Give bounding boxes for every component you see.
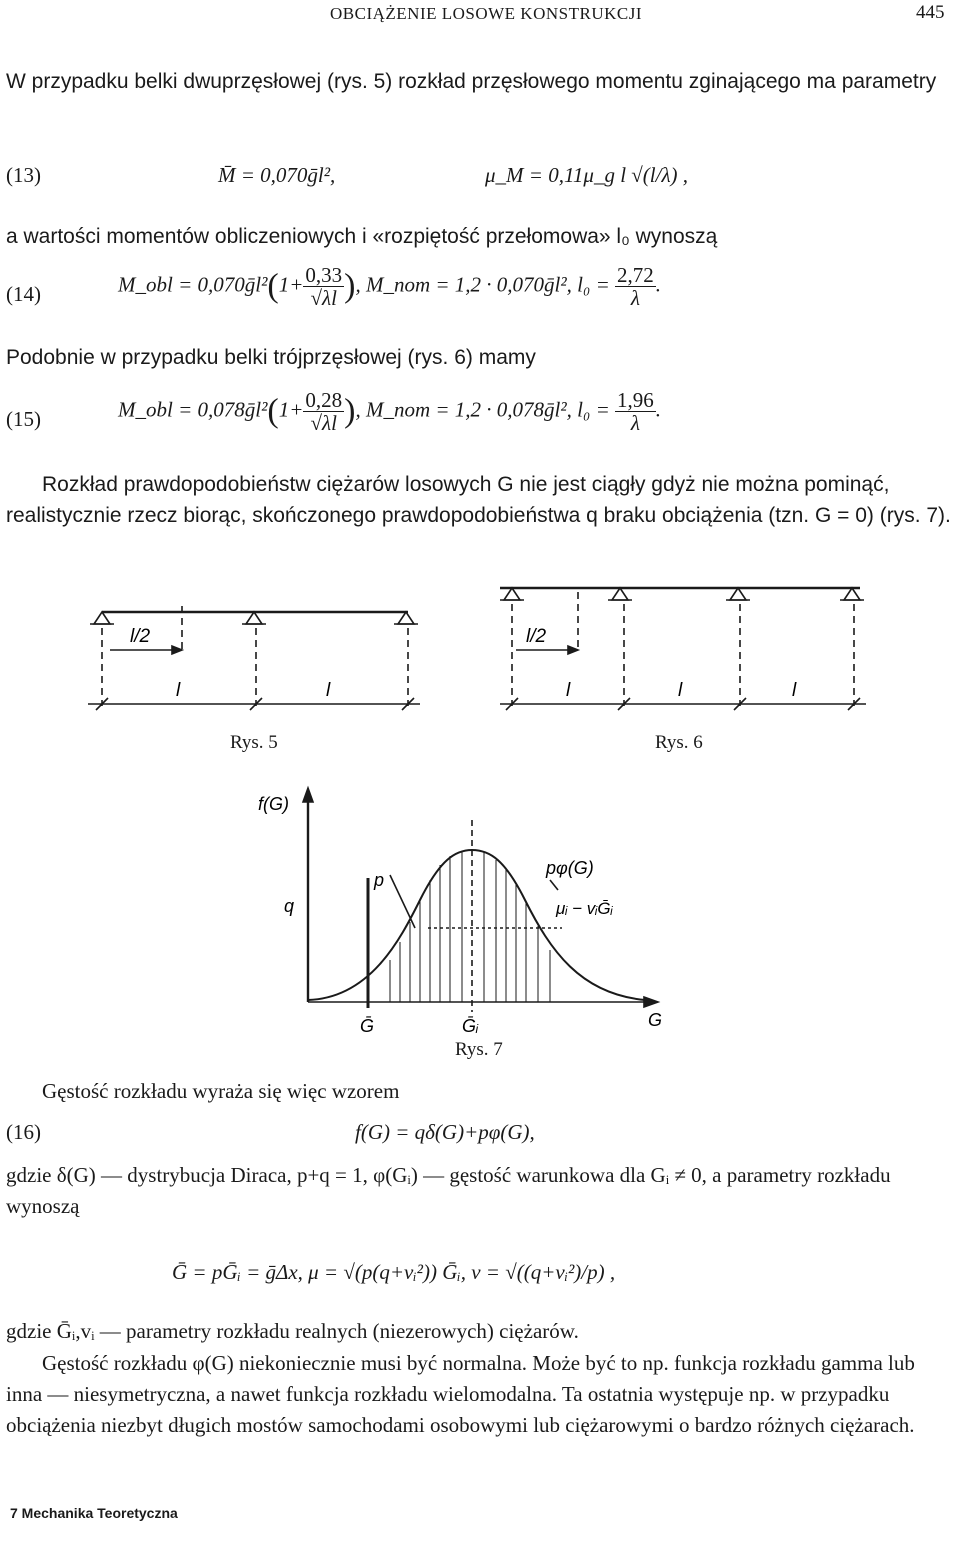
equation-14-l0-fraction: $\frac{2,72}{\lambda}$ <box>617 263 654 310</box>
equation-15: M_obl = 0,078ḡl²(1+ $\frac{0,28}{√\lambda l}$ ), M_nom = 1,2 · 0,078ḡl², l₀ = $\frac{1,96}{\lambda}$ . <box>118 388 661 435</box>
rys5-half-span-label: l/2 <box>130 626 151 647</box>
rys6-span-label-3: l <box>792 680 797 701</box>
figure-beams <box>80 578 880 758</box>
equation-number-14: (14) <box>6 282 41 306</box>
equation-14-fraction: $\frac{0,33}{√\lambda l}$ <box>305 263 343 310</box>
density-curve <box>308 850 645 1000</box>
label-g-bar: Ḡ <box>360 1016 375 1036</box>
three-span-beam <box>500 588 866 710</box>
axis-label-fG: f(G) <box>258 794 289 814</box>
equation-14-lhs: M_obl = 0,070ḡl² <box>118 272 268 297</box>
paragraph-distribution-shape: Gęstość rozkładu φ(G) niekoniecznie musi być normalna. Może być to np. funkcja rozkładu gamma lub inna — niesymetryczna, a nawet funkcja rozkładu wielomodalna. Ta ostatnia występuje np. w przypadku obciążenia niezbyt długich mostów samochodami osobowymi lub ciężarowymi o bardzo różnych ciężarach. <box>6 1351 915 1437</box>
axis-label-G: G <box>648 1010 663 1030</box>
running-header: OBCIĄŻENIE LOSOWE KONSTRUKCJI <box>330 4 642 23</box>
footer-signature: 7 Mechanika Teoretyczna <box>10 1505 178 1521</box>
rys6-span-label-1: l <box>566 680 571 701</box>
equation-15-fraction: $\frac{0,28}{√\lambda l}$ <box>305 388 343 435</box>
equation-15-lhs: M_obl = 0,078ḡl² <box>118 397 268 422</box>
equation-13-mean: M̄ = 0,070ḡl², <box>218 163 336 187</box>
label-mu-v-g: μᵢ − vᵢḠᵢ <box>556 899 613 918</box>
paragraph-parameters: gdzie Ḡᵢ,vᵢ — parametry rozkładu realnych (niezerowych) ciężarów. <box>6 1319 579 1343</box>
paragraph-intro: W przypadku belki dwuprzęsłowej (rys. 5) rozkład przęsłowego momentu zginającego ma parametry <box>6 70 937 93</box>
paragraph-design-moments: a wartości momentów obliczeniowych i «rozpiętość przełomowa» l₀ wynoszą <box>6 225 718 248</box>
equation-13-std: μ_M = 0,11μ_g l √(l/λ) , <box>485 163 689 187</box>
density-axes <box>303 788 658 1008</box>
paragraph-density-formula: Gęstość rozkładu wyraża się więc wzorem <box>42 1079 400 1103</box>
label-g-bar-i: Ḡᵢ <box>462 1016 479 1036</box>
equation-number-16: (16) <box>6 1120 41 1144</box>
caption-rys7: Rys. 7 <box>455 1039 503 1060</box>
equation-14: M_obl = 0,070ḡl²(1+ $\frac{0,33}{√\lambda l}$ ), M_nom = 1,2 · 0,070ḡl², l₀ = $\frac{2,72}{\lambda}$ . <box>118 263 661 310</box>
paragraph-three-span: Podobnie w przypadku belki trójprzęsłowej (rys. 6) mamy <box>6 346 536 369</box>
equation-16: f(G) = qδ(G)+pφ(G), <box>355 1120 535 1144</box>
equation-15-nominal: M_nom = 1,2 · 0,078ḡl², l₀ = <box>365 397 610 422</box>
caption-rys5: Rys. 5 <box>230 732 278 753</box>
rys5-span-label-1: l <box>176 680 181 701</box>
equation-number-13: (13) <box>6 163 41 187</box>
rys5-span-label-2: l <box>326 680 331 701</box>
paragraph-discrete-distribution: Rozkład prawdopodobieństw ciężarów losowych G nie jest ciągły gdyż nie można pominąć, realistycznie rzecz biorąc, skończonego prawdopodobieństwa q braku obciążenia (tzn. G = 0) (rys. 7). <box>6 473 951 527</box>
rys6-half-span-label: l/2 <box>526 626 547 647</box>
two-span-beam <box>88 606 420 710</box>
figure-density <box>250 780 690 1040</box>
equation-17: Ḡ = pḠᵢ = ḡΔx, μ = √(p(q+vᵢ²)) Ḡᵢ, v = √((q+vᵢ²)/p) , <box>172 1260 616 1284</box>
equation-15-l0-fraction: $\frac{1,96}{\lambda}$ <box>617 388 654 435</box>
label-q: q <box>284 896 295 916</box>
equation-number-15: (15) <box>6 407 41 431</box>
equation-14-nominal: M_nom = 1,2 · 0,070ḡl², l₀ = <box>365 272 610 297</box>
paragraph-dirac: gdzie δ(G) — dystrybucja Diraca, p+q = 1, φ(Gᵢ) — gęstość warunkowa dla Gᵢ ≠ 0, a parametry rozkładu wynoszą <box>6 1163 891 1218</box>
rys6-span-label-2: l <box>678 680 683 701</box>
page-number: 445 <box>916 2 945 23</box>
label-p: p <box>374 870 385 890</box>
label-p-phi: pφ(G) <box>546 858 594 878</box>
density-markers <box>390 820 562 1012</box>
caption-rys6: Rys. 6 <box>655 732 703 753</box>
